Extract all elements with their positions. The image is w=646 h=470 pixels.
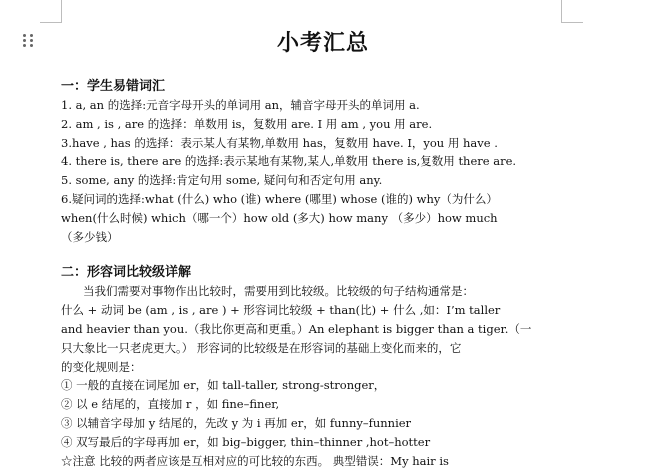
text-line: 5. some, any 的选择:肯定句用 some, 疑问句和否定句用 any.	[61, 173, 383, 188]
text-line: ☆注意 比较的两者应该是互相对应的可比较的东西。 典型错误：My hair is	[61, 453, 449, 468]
crop-mark-top-right-vertical	[561, 0, 562, 22]
text-line: 的变化规则是：	[61, 359, 142, 374]
text-line: 6.疑问词的选择:what (什么) who (谁) where (哪里) whose (谁的) why（为什么）	[61, 191, 498, 206]
document-title: 小考汇总	[276, 30, 369, 56]
text-line: ② 以 e 结尾的，直接加 r ，如 fine–finer,	[61, 397, 280, 412]
text-line: 4. there is, there are 的选择:表示某地有某物,某人,单数用 there is,复数用 there are.	[61, 154, 517, 169]
text-line: （多少钱）	[61, 229, 119, 244]
crop-mark-top-right-horizontal	[561, 22, 583, 23]
text-line: and heavier than you.（我比你更高和更重。）An elephant is bigger than a tiger.（一	[61, 321, 532, 336]
document-body	[61, 78, 571, 470]
crop-mark-top-left-vertical	[61, 0, 62, 22]
paragraph-gap	[61, 246, 571, 264]
text-line: 1. a, an 的选择:元音字母开头的单词用 an，辅音字母开头的单词用 a.	[61, 98, 420, 112]
section-heading: 一：学生易错词汇	[61, 79, 166, 94]
text-line: 当我们需要对事物作出比较时，需要用到比较级。比较级的句子结构通常是：	[83, 284, 474, 299]
text-line: 3.have , has 的选择：表示某人有某物,单数用 has，复数用 have. I，you 用 have .	[61, 135, 498, 150]
crop-mark-top-left-horizontal	[40, 22, 62, 23]
text-line: 只大象比一只老虎更大。） 形容词的比较级是在形容词的基础上变化而来的，它	[61, 340, 462, 355]
text-line: ① 一般的直接在词尾加 er，如 tall-taller, strong-stronger，	[61, 378, 386, 393]
text-line: ③ 以辅音字母加 y 结尾的，先改 y 为 i 再加 er，如 funny–funnier	[61, 415, 412, 430]
text-line: 什么 + 动词 be (am , is , are ) + 形容词比较级 + than(比) + 什么 ,如：I’m taller	[61, 303, 501, 318]
text-line: ④ 双写最后的字母再加 er，如 big–bigger, thin–thinner ,hot–hotter	[61, 434, 431, 449]
text-line: 2. am , is , are 的选择：单数用 is，复数用 are. I 用 am , you 用 are.	[61, 116, 433, 131]
text-line: when(什么时候) which（哪一个）how old (多大) how many （多少）how much	[61, 210, 498, 225]
section-heading: 二：形容词比较级详解	[61, 265, 192, 281]
